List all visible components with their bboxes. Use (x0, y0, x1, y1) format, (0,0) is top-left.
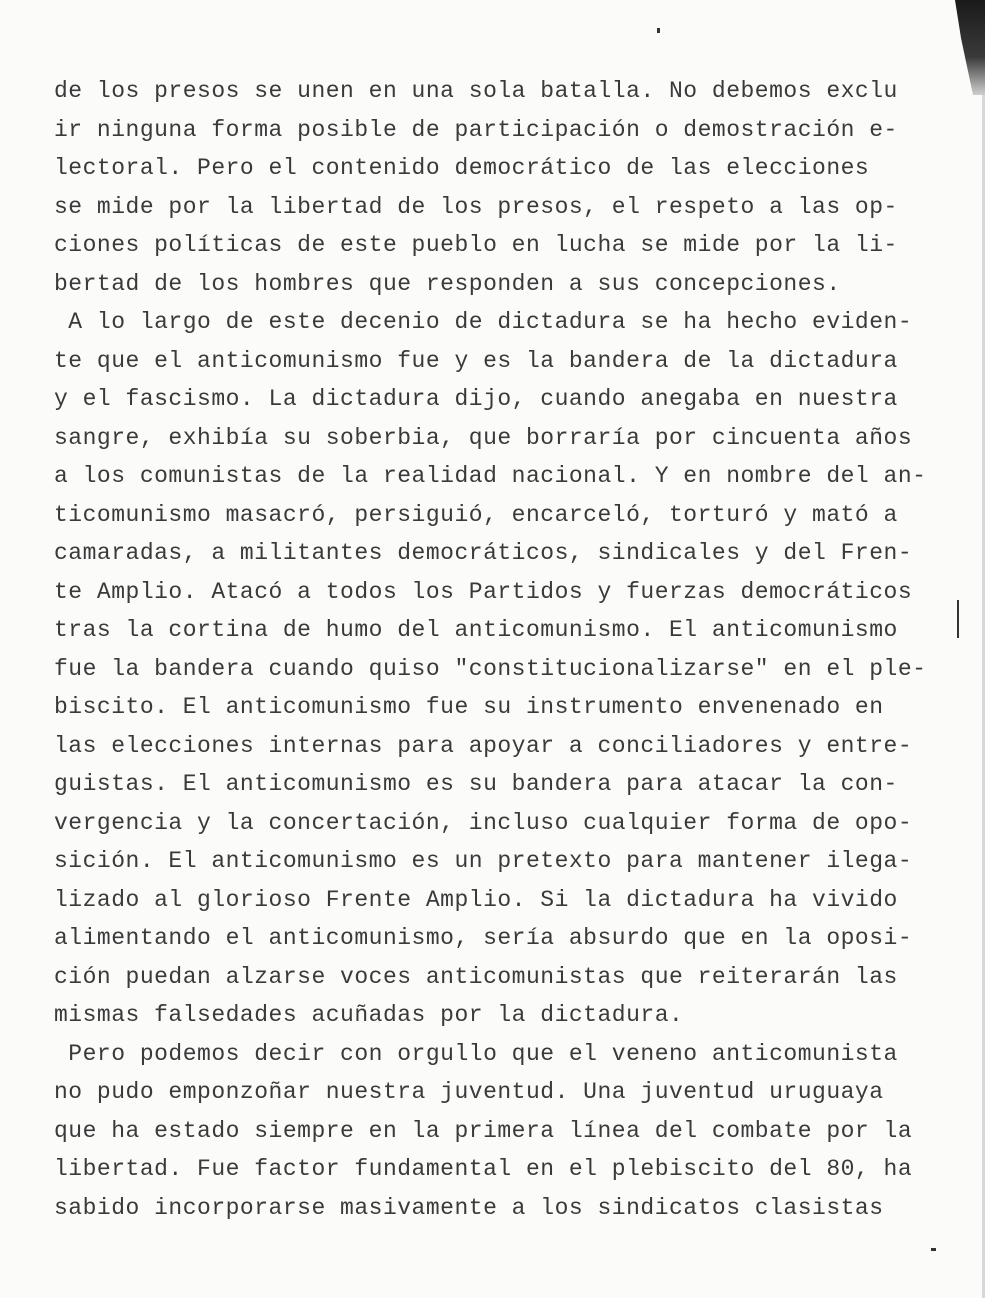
ink-speck (657, 28, 660, 33)
text-line: las elecciones internas para apoyar a conciliadores y entre- (54, 732, 913, 759)
text-line: ciones políticas de este pueblo en lucha se mide por la li- (54, 232, 898, 258)
text-line: vergencia y la concertación, incluso cualquier forma de opo- (54, 809, 913, 836)
text-line: fue la bandera cuando quiso "constitucionalizarse" en el ple- (54, 655, 927, 682)
text-line: bertad de los hombres que responden a sus concepciones. (54, 270, 841, 297)
ink-speck (931, 1248, 936, 1251)
text-line: alimentando el anticomunismo, sería absurdo que en la oposi- (54, 925, 913, 951)
margin-mark (957, 600, 959, 638)
text-line: lizado al glorioso Frente Amplio. Si la dictadura ha vivido (54, 886, 898, 913)
text-line: camaradas, a militantes democráticos, sindicales y del Fren- (54, 540, 913, 566)
text-line: sangre, exhibía su soberbia, que borraría por cincuenta años (54, 424, 913, 451)
text-line: A lo largo de este decenio de dictadura se ha hecho eviden- (54, 309, 913, 335)
text-line: no pudo emponzoñar nuestra juventud. Una juventud uruguaya (54, 1079, 884, 1105)
text-line: Pero podemos decir con orgullo que el veneno anticomunista (54, 1040, 898, 1067)
text-line: ticomunismo masacró, persiguió, encarceló, torturó y mató a (54, 501, 898, 528)
text-line: guistas. El anticomunismo es su bandera para atacar la con- (54, 771, 898, 797)
body-text (54, 72, 954, 1227)
text-line: te que el anticomunismo fue y es la bandera de la dictadura (54, 347, 898, 374)
text-line: libertad. Fue factor fundamental en el plebiscito del 80, ha (54, 1156, 913, 1182)
text-line: sabido incorporarse masivamente a los sindicatos clasistas (54, 1194, 884, 1221)
text-line: tras la cortina de humo del anticomunismo. El anticomunismo (54, 617, 898, 643)
text-line: ción puedan alzarse voces anticomunistas que reiterarán las (54, 963, 898, 990)
text-line: sición. El anticomunismo es un pretexto para mantener ilega- (54, 848, 913, 874)
text-line: te Amplio. Atacó a todos los Partidos y fuerzas democráticos (54, 578, 913, 605)
text-line: ir ninguna forma posible de participación o demostración e- (54, 116, 898, 143)
text-line: mismas falsedades acuñadas por la dictadura. (54, 1002, 684, 1028)
text-line: de los presos se unen en una sola batalla. No debemos exclu (54, 78, 898, 104)
text-line: biscito. El anticomunismo fue su instrumento envenenado en (54, 694, 884, 720)
text-line: que ha estado siempre en la primera línea del combate por la (54, 1117, 913, 1144)
text-line: lectoral. Pero el contenido democrático de las elecciones (54, 155, 870, 181)
text-line: se mide por la libertad de los presos, el respeto a las op- (54, 193, 898, 220)
text-line: y el fascismo. La dictadura dijo, cuando anegaba en nuestra (54, 386, 898, 412)
text-line: a los comunistas de la realidad nacional. Y en nombre del an- (54, 463, 927, 489)
